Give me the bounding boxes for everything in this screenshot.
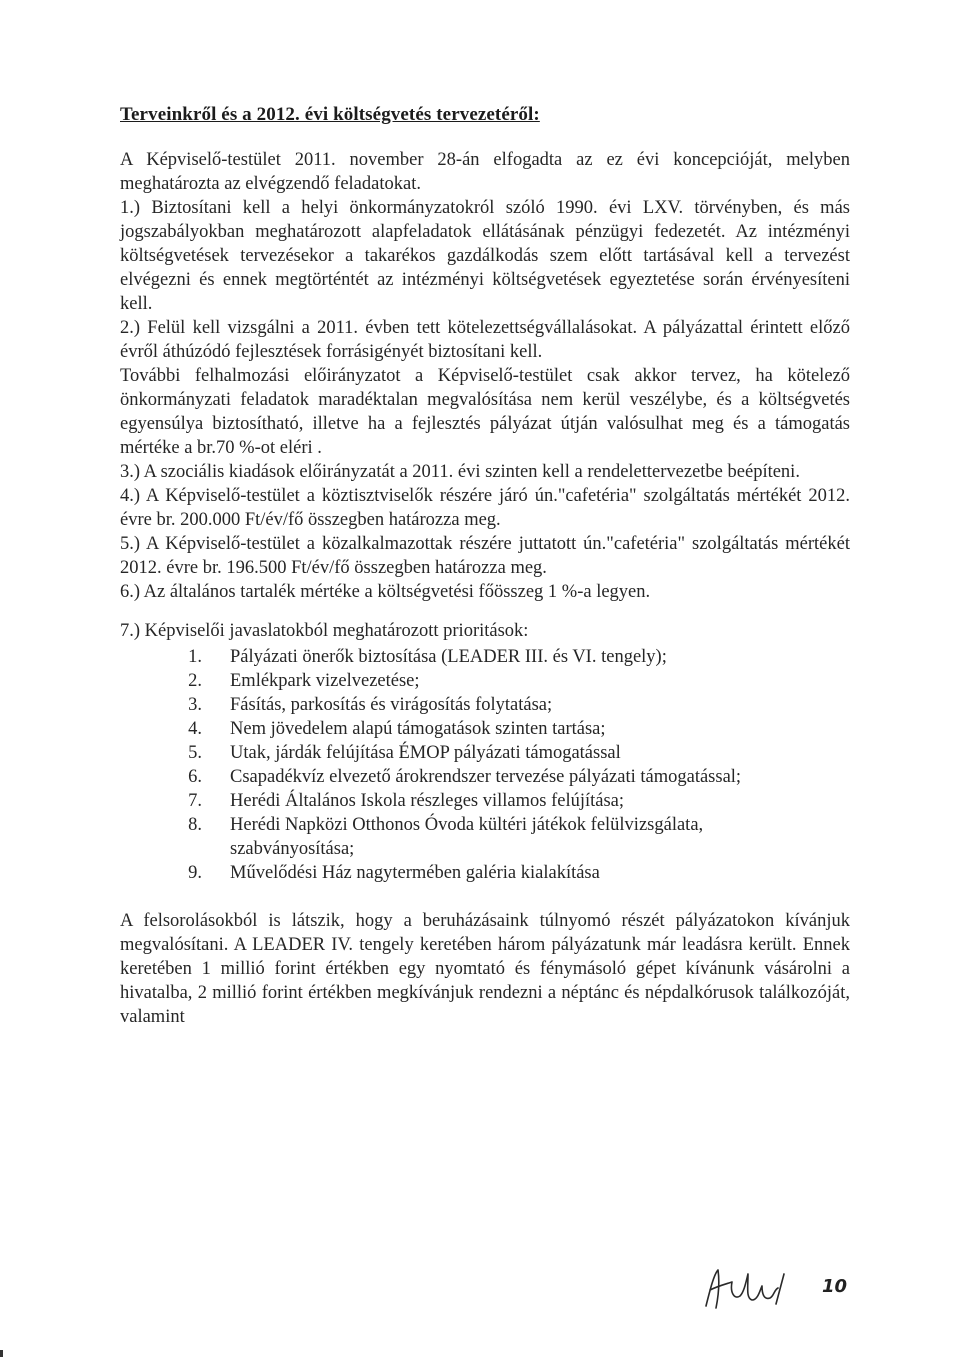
list-item-number: 2. [188, 671, 202, 691]
list-item-number: 6. [188, 767, 202, 787]
list-item-text: Utak, járdák felújítása ÉMOP pályázati támogatással [230, 743, 621, 763]
paragraph-point-3: 3.) A szociális kiadások előirányzatát a 2011. évi szinten kell a rendelettervezetbe beépíteni. [120, 462, 800, 482]
paragraph-intro: A Képviselő-testület 2011. november 28-án elfogadta az ez évi koncepcióját, melyben meghatározta az elvégzendő feladatokat. [120, 150, 850, 194]
list-item-text: Csapadékvíz elvezető árokrendszer tervezése pályázati támogatással; [230, 767, 742, 787]
list-item-text: Emlékpark vizelvezetése; [230, 671, 420, 691]
list-item [120, 861, 850, 885]
list-item-number: 8. [188, 815, 202, 835]
paragraph-point-1: 1.) Biztosítani kell a helyi önkormányzatokról szóló 1990. évi LXV. törvényben, és más jogszabályokban meghatározott alapfeladatok ellátásának pénzügyi fedezetét. Az intézményi költségvetések tervezésekor a takarékos gazdálkodás szem előtt tartásával kell a tervezést elvégezni és ennek megtörténtét az intézményi költségvetések egyeztetése során érvényesíteni kell. [120, 198, 850, 314]
list-item-number: 1. [188, 647, 202, 667]
list-item-text: Nem jövedelem alapú támogatások szinten tartása; [230, 719, 606, 739]
paragraph-point-4: 4.) A Képviselő-testület a köztisztviselők részére járó ún."cafetéria" szolgáltatás mértékét 2012. évre br. 200.000 Ft/év/fő összegben határozza meg. [120, 486, 850, 530]
paragraph-point-2: 2.) Felül kell vizsgálni a 2011. évben tett kötelezettségvállalásokat. A pályázattal érintett előző évről áthúzódó fejlesztések forrásigényét biztosítani kell. [120, 318, 850, 362]
document-heading: Terveinkről és a 2012. évi költségvetés tervezetéről: [120, 104, 540, 125]
document-body [120, 104, 850, 1029]
list-item-number: 5. [188, 743, 202, 763]
paragraph-further-development: További felhalmozási előirányzatot a Képviselő-testület csak akkor tervez, ha kötelező önkormányzati feladatok maradéktalan megvalósítása nem kerül veszélybe, és a költségvetés egyensúlya biztosítható, illetve ha a fejlesztés pályázat útján valósulhat meg és a támogatás mértéke a br.70 %-ot eléri . [120, 366, 850, 458]
page-number: 10 [822, 1276, 848, 1297]
list-item-text: Herédi Általános Iskola részleges villamos felújítása; [230, 791, 625, 811]
list-item [120, 645, 850, 669]
list-item-number: 4. [188, 719, 202, 739]
list-item [120, 693, 850, 717]
paragraph-point-6: 6.) Az általános tartalék mértéke a költségvetési főösszeg 1 %-a legyen. [120, 582, 651, 602]
list-item [120, 813, 850, 861]
paragraph-point-5: 5.) A Képviselő-testület a közalkalmazottak részére juttatott ún."cafetéria" szolgáltatás mértékét 2012. évre br. 196.500 Ft/év/fő összegben határozza meg. [120, 534, 850, 578]
list-item [120, 717, 850, 741]
list-item-text: Művelődési Ház nagytermében galéria kialakítása [230, 863, 600, 883]
handwritten-signature [700, 1260, 800, 1316]
priorities-list [120, 645, 850, 885]
list-item [120, 789, 850, 813]
list-item-number: 7. [188, 791, 202, 811]
list-item [120, 741, 850, 765]
list-item [120, 669, 850, 693]
list-item-number: 3. [188, 695, 202, 715]
priorities-intro: 7.) Képviselői javaslatokból meghatározott prioritások: [120, 621, 529, 641]
list-item-text: Pályázati önerők biztosítása (LEADER III. és VI. tengely); [230, 647, 667, 667]
list-item-text: Fásítás, parkosítás és virágosítás folytatása; [230, 695, 553, 715]
list-item [120, 765, 850, 789]
list-item-text: Herédi Napközi Otthonos Óvoda kültéri játékok felülvizsgálata, szabványosítása; [230, 815, 704, 859]
list-item-number: 9. [188, 863, 202, 883]
paragraph-closing: A felsorolásokból is látszik, hogy a beruházásaink túlnyomó részét pályázatokon kívánjuk megvalósítani. A LEADER IV. tengely keretében három pályázatunk már leadásra került. Ennek keretében 1 millió forint értékben egy nyomtató és fénymásoló gépet kívánunk vásárolni a hivatalba, 2 millió forint értékben megkívánjuk rendezni a néptánc és népdalkórusok találkozóját, valamint [120, 911, 850, 1027]
spacer [120, 604, 850, 619]
scan-edge-mark [0, 1350, 3, 1357]
